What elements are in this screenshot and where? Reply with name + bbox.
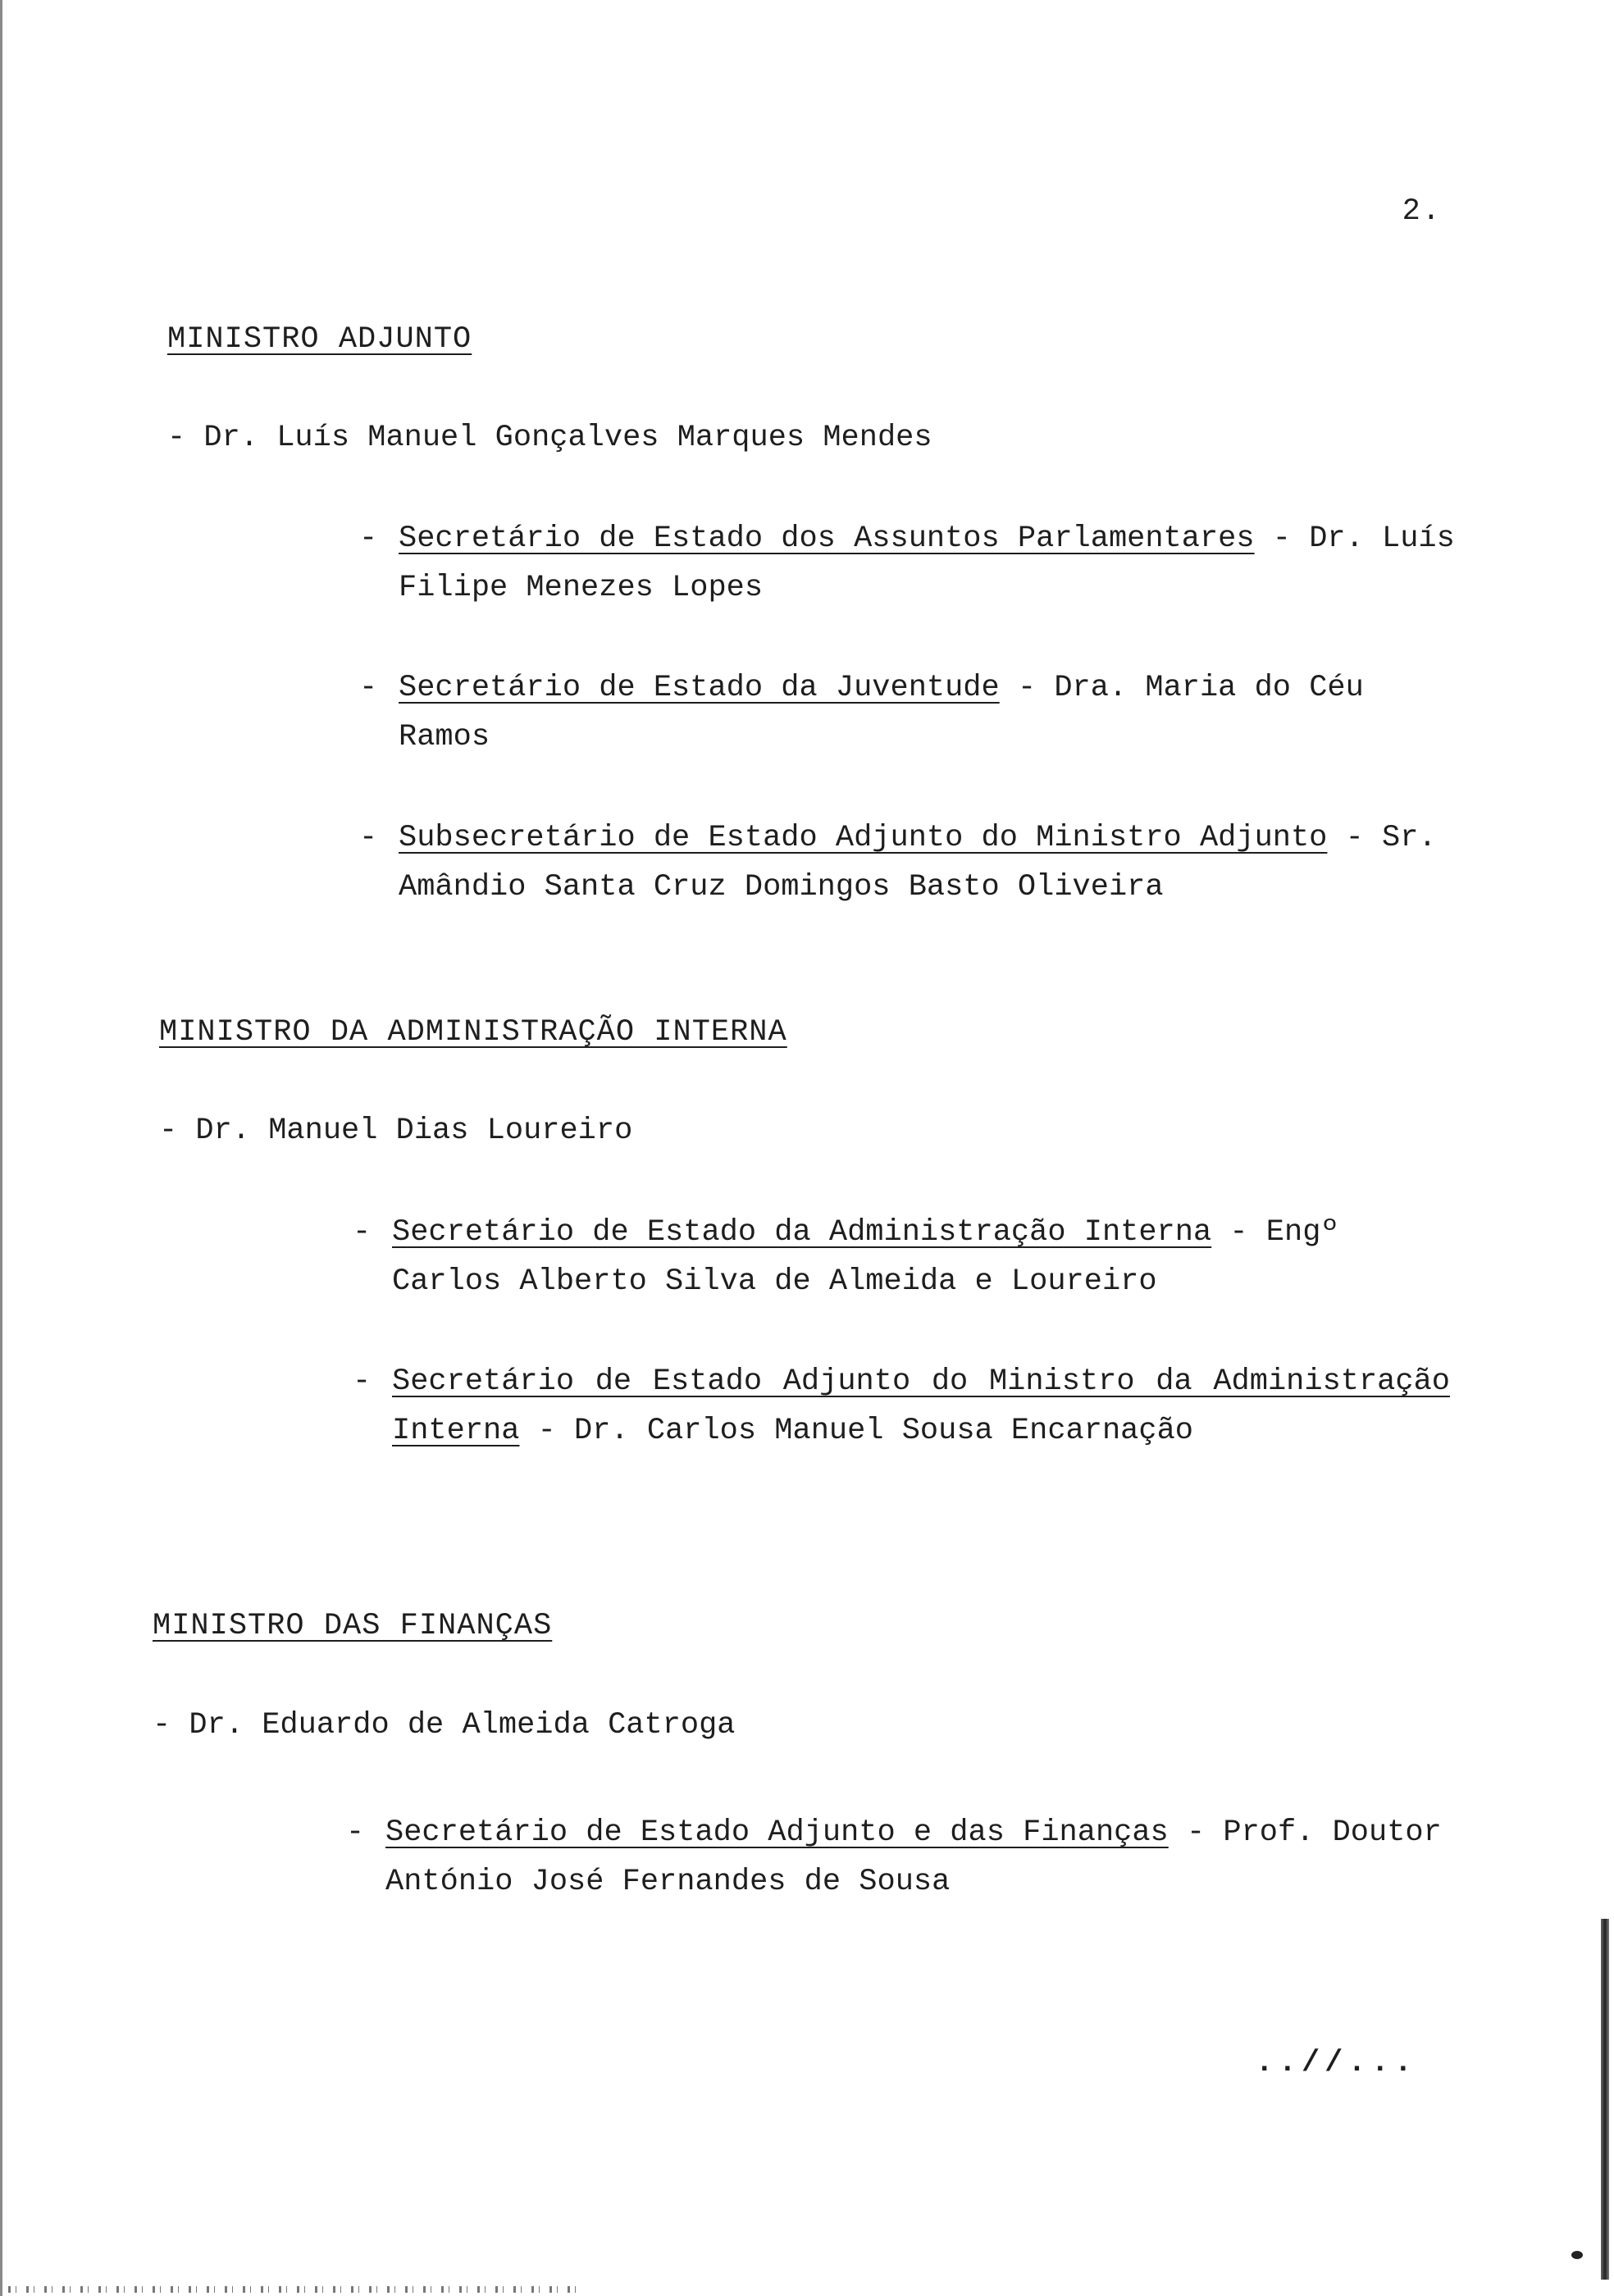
minister-name: - Dr. Manuel Dias Loureiro [159, 1114, 633, 1148]
page-number: 2. [1402, 194, 1442, 229]
scan-artifact [1571, 2251, 1583, 2259]
scan-barcode-strip [8, 2286, 582, 2293]
minister-name: - Dr. Eduardo de Almeida Catroga [153, 1708, 736, 1742]
section-heading-ministro-adjunto: MINISTRO ADJUNTO [167, 322, 472, 357]
entry-title: Secretário de Estado Adjunto e das Finanças [385, 1815, 1169, 1850]
entry-holder: - Engº Carlos Alberto Silva de Almeida e Loureiro [392, 1215, 1339, 1299]
entry-holder: - Dr. Luís Filipe Menezes Lopes [399, 522, 1455, 605]
entry-secretario-assuntos-parlamentares: - Secretário de Estado dos Assuntos Parlamentares - Dr. Luís Filipe Menezes Lopes [359, 522, 1455, 605]
page-edge-right [1601, 1919, 1609, 2280]
entry-holder: - Prof. Doutor António José Fernandes de Sousa [385, 1815, 1442, 1899]
entry-subsecretario-adjunto: - Subsecretário de Estado Adjunto do Ministro Adjunto - Sr. Amândio Santa Cruz Domingos Basto Oliveira [359, 821, 1437, 904]
entry-holder: - Sr. Amândio Santa Cruz Domingos Basto Oliveira [399, 821, 1437, 904]
entry-secretario-adjunto-financas: - Secretário de Estado Adjunto e das Finanças - Prof. Doutor António José Fernandes de Sousa [346, 1815, 1442, 1899]
minister-name: - Dr. Luís Manuel Gonçalves Marques Mendes [167, 421, 932, 455]
entry-title: Subsecretário de Estado Adjunto do Ministro Adjunto [399, 821, 1328, 855]
entry-title: Secretário de Estado Adjunto do Ministro da Administração Interna [392, 1364, 1450, 1448]
section-heading-financas: MINISTRO DAS FINANÇAS [153, 1609, 553, 1643]
entry-title: Secretário de Estado dos Assuntos Parlamentares [399, 522, 1255, 556]
entry-secretario-administracao-interna: - Secretário de Estado da Administração Interna - Engº Carlos Alberto Silva de Almeida e Loureiro [353, 1215, 1339, 1299]
entry-holder: - Dr. Carlos Manuel Sousa Encarnação [519, 1414, 1193, 1448]
entry-holder: - Dra. Maria do Céu Ramos [399, 671, 1364, 754]
continuation-marker: ..//... [1255, 2046, 1417, 2080]
entry-secretario-juventude: - Secretário de Estado da Juventude - Dra. Maria do Céu Ramos [359, 671, 1364, 754]
page-edge-left [0, 0, 2, 2296]
entry-secretario-adjunto-mai: - Secretário de Estado Adjunto do Ministro da Administração Interna - Dr. Carlos Manuel Sousa Encarnação [353, 1364, 1450, 1448]
section-heading-administracao-interna: MINISTRO DA ADMINISTRAÇÃO INTERNA [159, 1015, 787, 1050]
entry-title: Secretário de Estado da Administração Interna [392, 1215, 1212, 1250]
entry-title: Secretário de Estado da Juventude [399, 671, 1000, 705]
